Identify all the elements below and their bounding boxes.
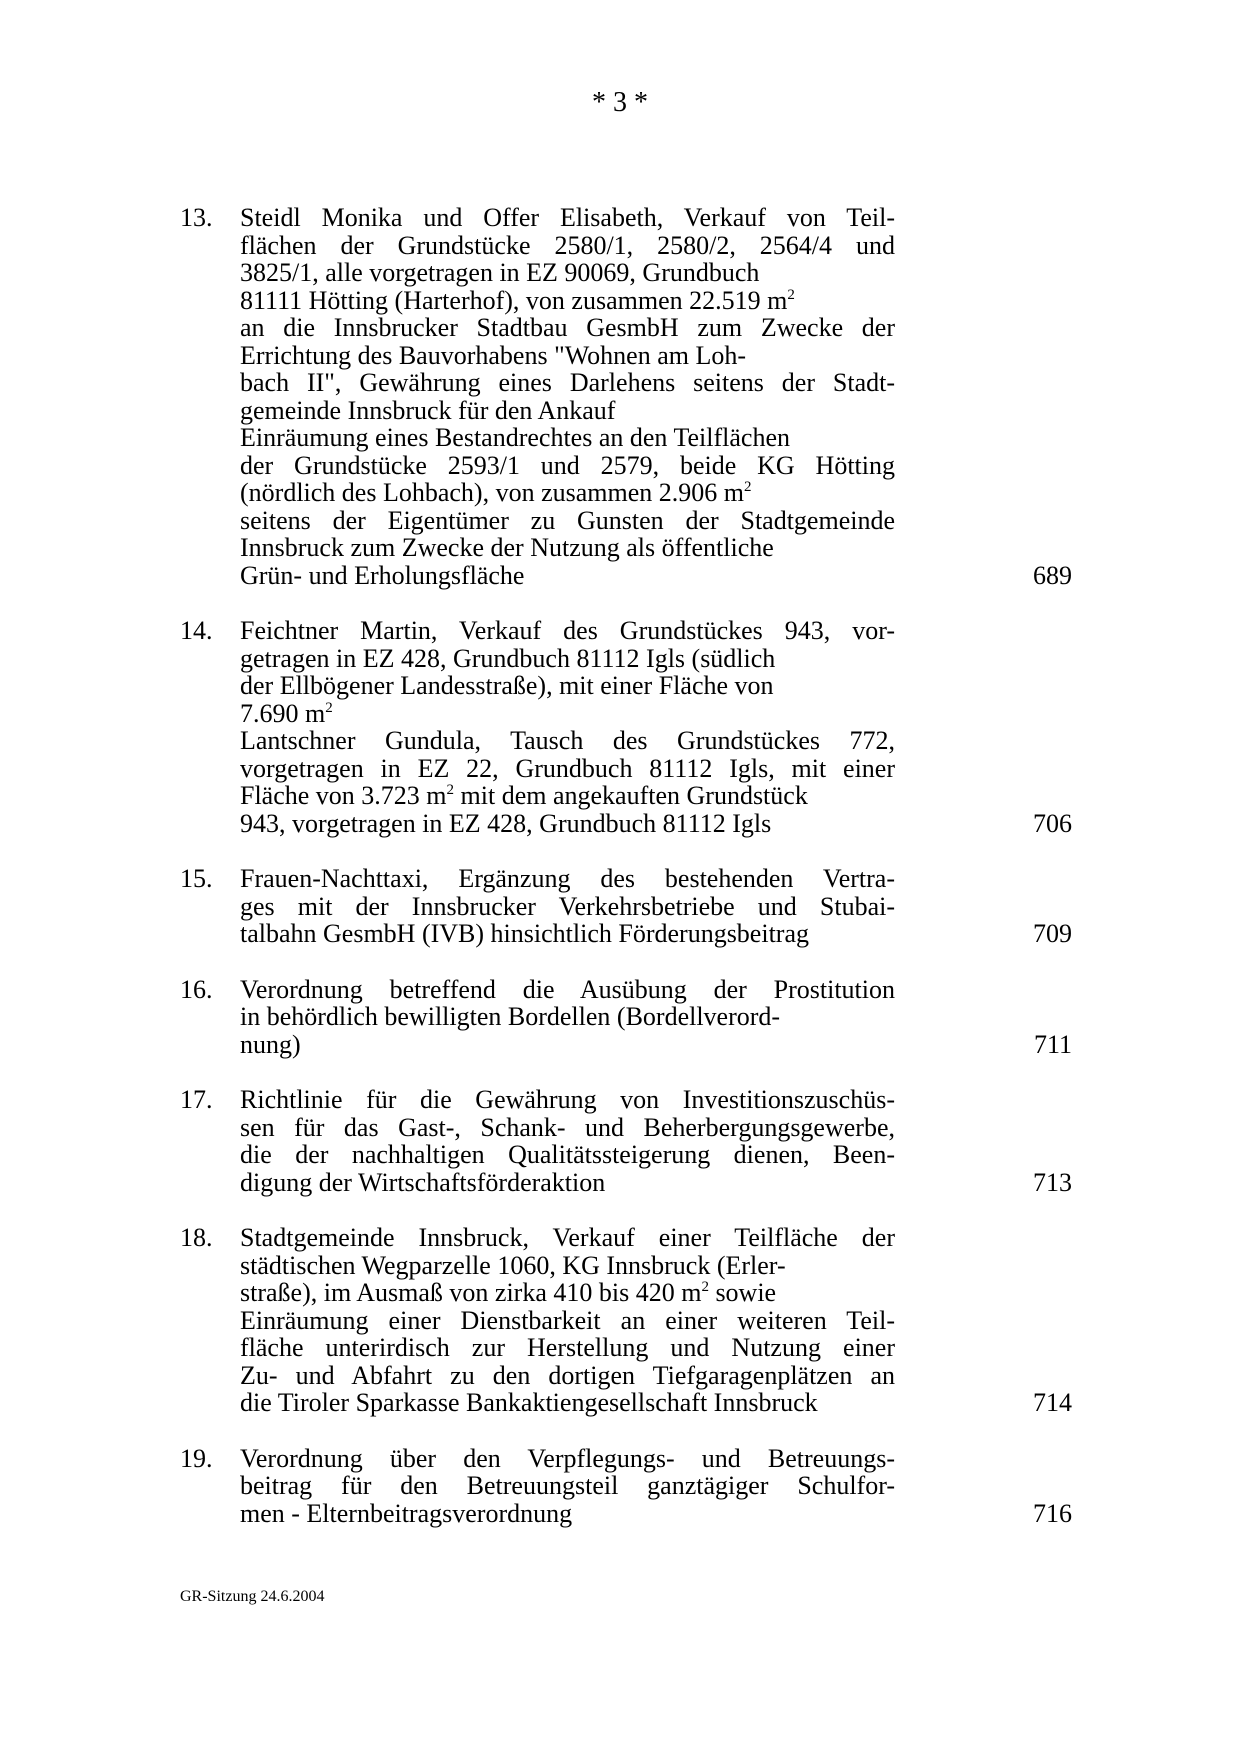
item-line-part: straße), im Ausmaß von zirka 410 bis 420 m xyxy=(240,1278,702,1307)
item-page-number: 709 xyxy=(1033,919,1072,948)
item-line: Einräumung eines Bestandrechtes an den Teilflächen xyxy=(240,423,790,452)
item-line: vorgetragen in EZ 22, Grundbuch 81112 Igls, mit einer xyxy=(240,753,895,783)
item-line: 943, vorgetragen in EZ 428, Grundbuch 81112 Igls xyxy=(240,808,772,838)
item-line: Innsbruck zum Zwecke der Nutzung als öffentliche xyxy=(240,533,774,562)
item-page-number: 706 xyxy=(1033,808,1072,838)
item-line: ges mit der Innsbrucker Verkehrsbetriebe und Stubai- xyxy=(240,891,895,921)
item-page-number: 711 xyxy=(1033,1029,1072,1059)
item-line-part: 7.690 m xyxy=(240,698,326,728)
item-page-number: 716 xyxy=(1033,1498,1072,1528)
item-number: 13. xyxy=(180,203,213,232)
item-line: Stadtgemeinde Innsbruck, Verkauf einer Teilfläche der xyxy=(240,1223,895,1252)
item-line: der Ellbögener Landesstraße), mit einer Fläche von xyxy=(240,671,774,700)
agenda-item-15 xyxy=(0,865,1240,948)
item-line: Errichtung des Bauvorhabens "Wohnen am Loh- xyxy=(240,340,746,370)
item-line: gemeinde Innsbruck für den Ankauf xyxy=(240,395,616,425)
item-line: Lantschner Gundula, Tausch des Grundstückes 772, xyxy=(240,726,895,755)
item-line: Einräumung einer Dienstbarkeit an einer weiteren Teil- xyxy=(240,1305,895,1335)
item-line: flächen der Grundstücke 2580/1, 2580/2, 2564/4 und xyxy=(240,230,895,260)
item-text xyxy=(240,1086,895,1196)
item-line xyxy=(240,782,895,810)
item-line: Richtlinie für die Gewährung von Investitionszuschüs- xyxy=(240,1085,895,1114)
item-line: die der nachhaltigen Qualitätssteigerung dienen, Been- xyxy=(240,1140,895,1169)
item-line: beitrag für den Betreuungsteil ganztägiger Schulfor- xyxy=(240,1471,895,1500)
item-line: städtischen Wegparzelle 1060, KG Innsbruck (Erler- xyxy=(240,1250,786,1280)
superscript: 2 xyxy=(325,699,333,716)
item-number: 18. xyxy=(180,1223,213,1252)
item-line: Steidl Monika und Offer Elisabeth, Verkauf von Teil- xyxy=(240,203,895,232)
item-line: Grün- und Erholungsfläche xyxy=(240,560,525,590)
item-line: fläche unterirdisch zur Herstellung und Nutzung einer xyxy=(240,1333,895,1362)
footer-session-date: GR-Sitzung 24.6.2004 xyxy=(180,1588,325,1605)
item-line: Verordnung betreffend die Ausübung der Prostitution xyxy=(240,974,895,1004)
item-page-number: 714 xyxy=(1033,1388,1072,1417)
item-line: an die Innsbrucker Stadtbau GesmbH zum Zwecke der xyxy=(240,313,895,342)
agenda-item-14 xyxy=(0,617,1240,837)
item-line: seitens der Eigentümer zu Gunsten der Stadtgemeinde xyxy=(240,505,895,535)
item-text xyxy=(240,976,895,1059)
agenda-list xyxy=(0,204,1240,1527)
item-number: 17. xyxy=(180,1085,213,1114)
item-line-part: mit dem angekauften Grundstück xyxy=(454,781,808,810)
superscript: 2 xyxy=(744,479,752,495)
superscript: 2 xyxy=(701,1279,709,1295)
item-line-part: sowie xyxy=(708,1278,777,1307)
item-line: Zu- und Abfahrt zu den dortigen Tiefgaragenplätzen an xyxy=(240,1360,895,1390)
item-line xyxy=(240,479,895,507)
item-page-number: 713 xyxy=(1033,1167,1072,1197)
item-line-part: (nördlich des Lohbach), von zusammen 2.906 m xyxy=(240,478,744,507)
item-number: 16. xyxy=(180,974,213,1004)
item-line: talbahn GesmbH (IVB) hinsichtlich Förderungsbeitrag xyxy=(240,919,809,948)
superscript: 2 xyxy=(787,286,795,303)
agenda-item-19 xyxy=(0,1445,1240,1528)
item-line: sen für das Gast-, Schank- und Beherbergungsgewerbe, xyxy=(240,1112,895,1142)
item-text xyxy=(240,204,895,589)
item-line: getragen in EZ 428, Grundbuch 81112 Igls (südlich xyxy=(240,643,776,673)
item-line xyxy=(240,1279,895,1307)
item-page-number: 689 xyxy=(1033,560,1072,590)
superscript: 2 xyxy=(446,782,455,798)
agenda-item-18 xyxy=(0,1224,1240,1417)
item-line: men - Elternbeitragsverordnung xyxy=(240,1498,573,1528)
item-number: 14. xyxy=(180,616,213,645)
item-line: 3825/1, alle vorgetragen in EZ 90069, Grundbuch xyxy=(240,258,760,287)
agenda-item-17 xyxy=(0,1086,1240,1196)
item-line: Frauen-Nachttaxi, Ergänzung des bestehenden Vertra- xyxy=(240,864,895,893)
item-text xyxy=(240,865,895,948)
agenda-item-16 xyxy=(0,976,1240,1059)
item-line: in behördlich bewilligten Bordellen (Bordellverord- xyxy=(240,1002,781,1031)
item-line: der Grundstücke 2593/1 und 2579, beide KG Hötting xyxy=(240,450,895,480)
agenda-item-13 xyxy=(0,204,1240,589)
item-line: bach II", Gewährung eines Darlehens seitens der Stadt- xyxy=(240,368,895,397)
item-line-part: 81111 Hötting (Harterhof), von zusammen 22.519 m xyxy=(240,285,788,315)
item-text xyxy=(240,1224,895,1417)
item-line: Feichtner Martin, Verkauf des Grundstückes 943, vor- xyxy=(240,616,895,645)
item-line: Verordnung über den Verpflegungs- und Betreuungs- xyxy=(240,1443,895,1473)
item-line: die Tiroler Sparkasse Bankaktiengesellschaft Innsbruck xyxy=(240,1388,818,1417)
item-text xyxy=(240,617,895,837)
item-line xyxy=(240,700,895,728)
item-line xyxy=(240,287,895,315)
page-number: * 3 * xyxy=(592,87,648,118)
item-line: nung) xyxy=(240,1029,301,1059)
item-line: digung der Wirtschaftsförderaktion xyxy=(240,1167,606,1197)
item-text xyxy=(240,1445,895,1528)
item-line-part: Fläche von 3.723 m xyxy=(240,781,447,810)
item-number: 15. xyxy=(180,864,213,893)
item-number: 19. xyxy=(180,1443,213,1473)
